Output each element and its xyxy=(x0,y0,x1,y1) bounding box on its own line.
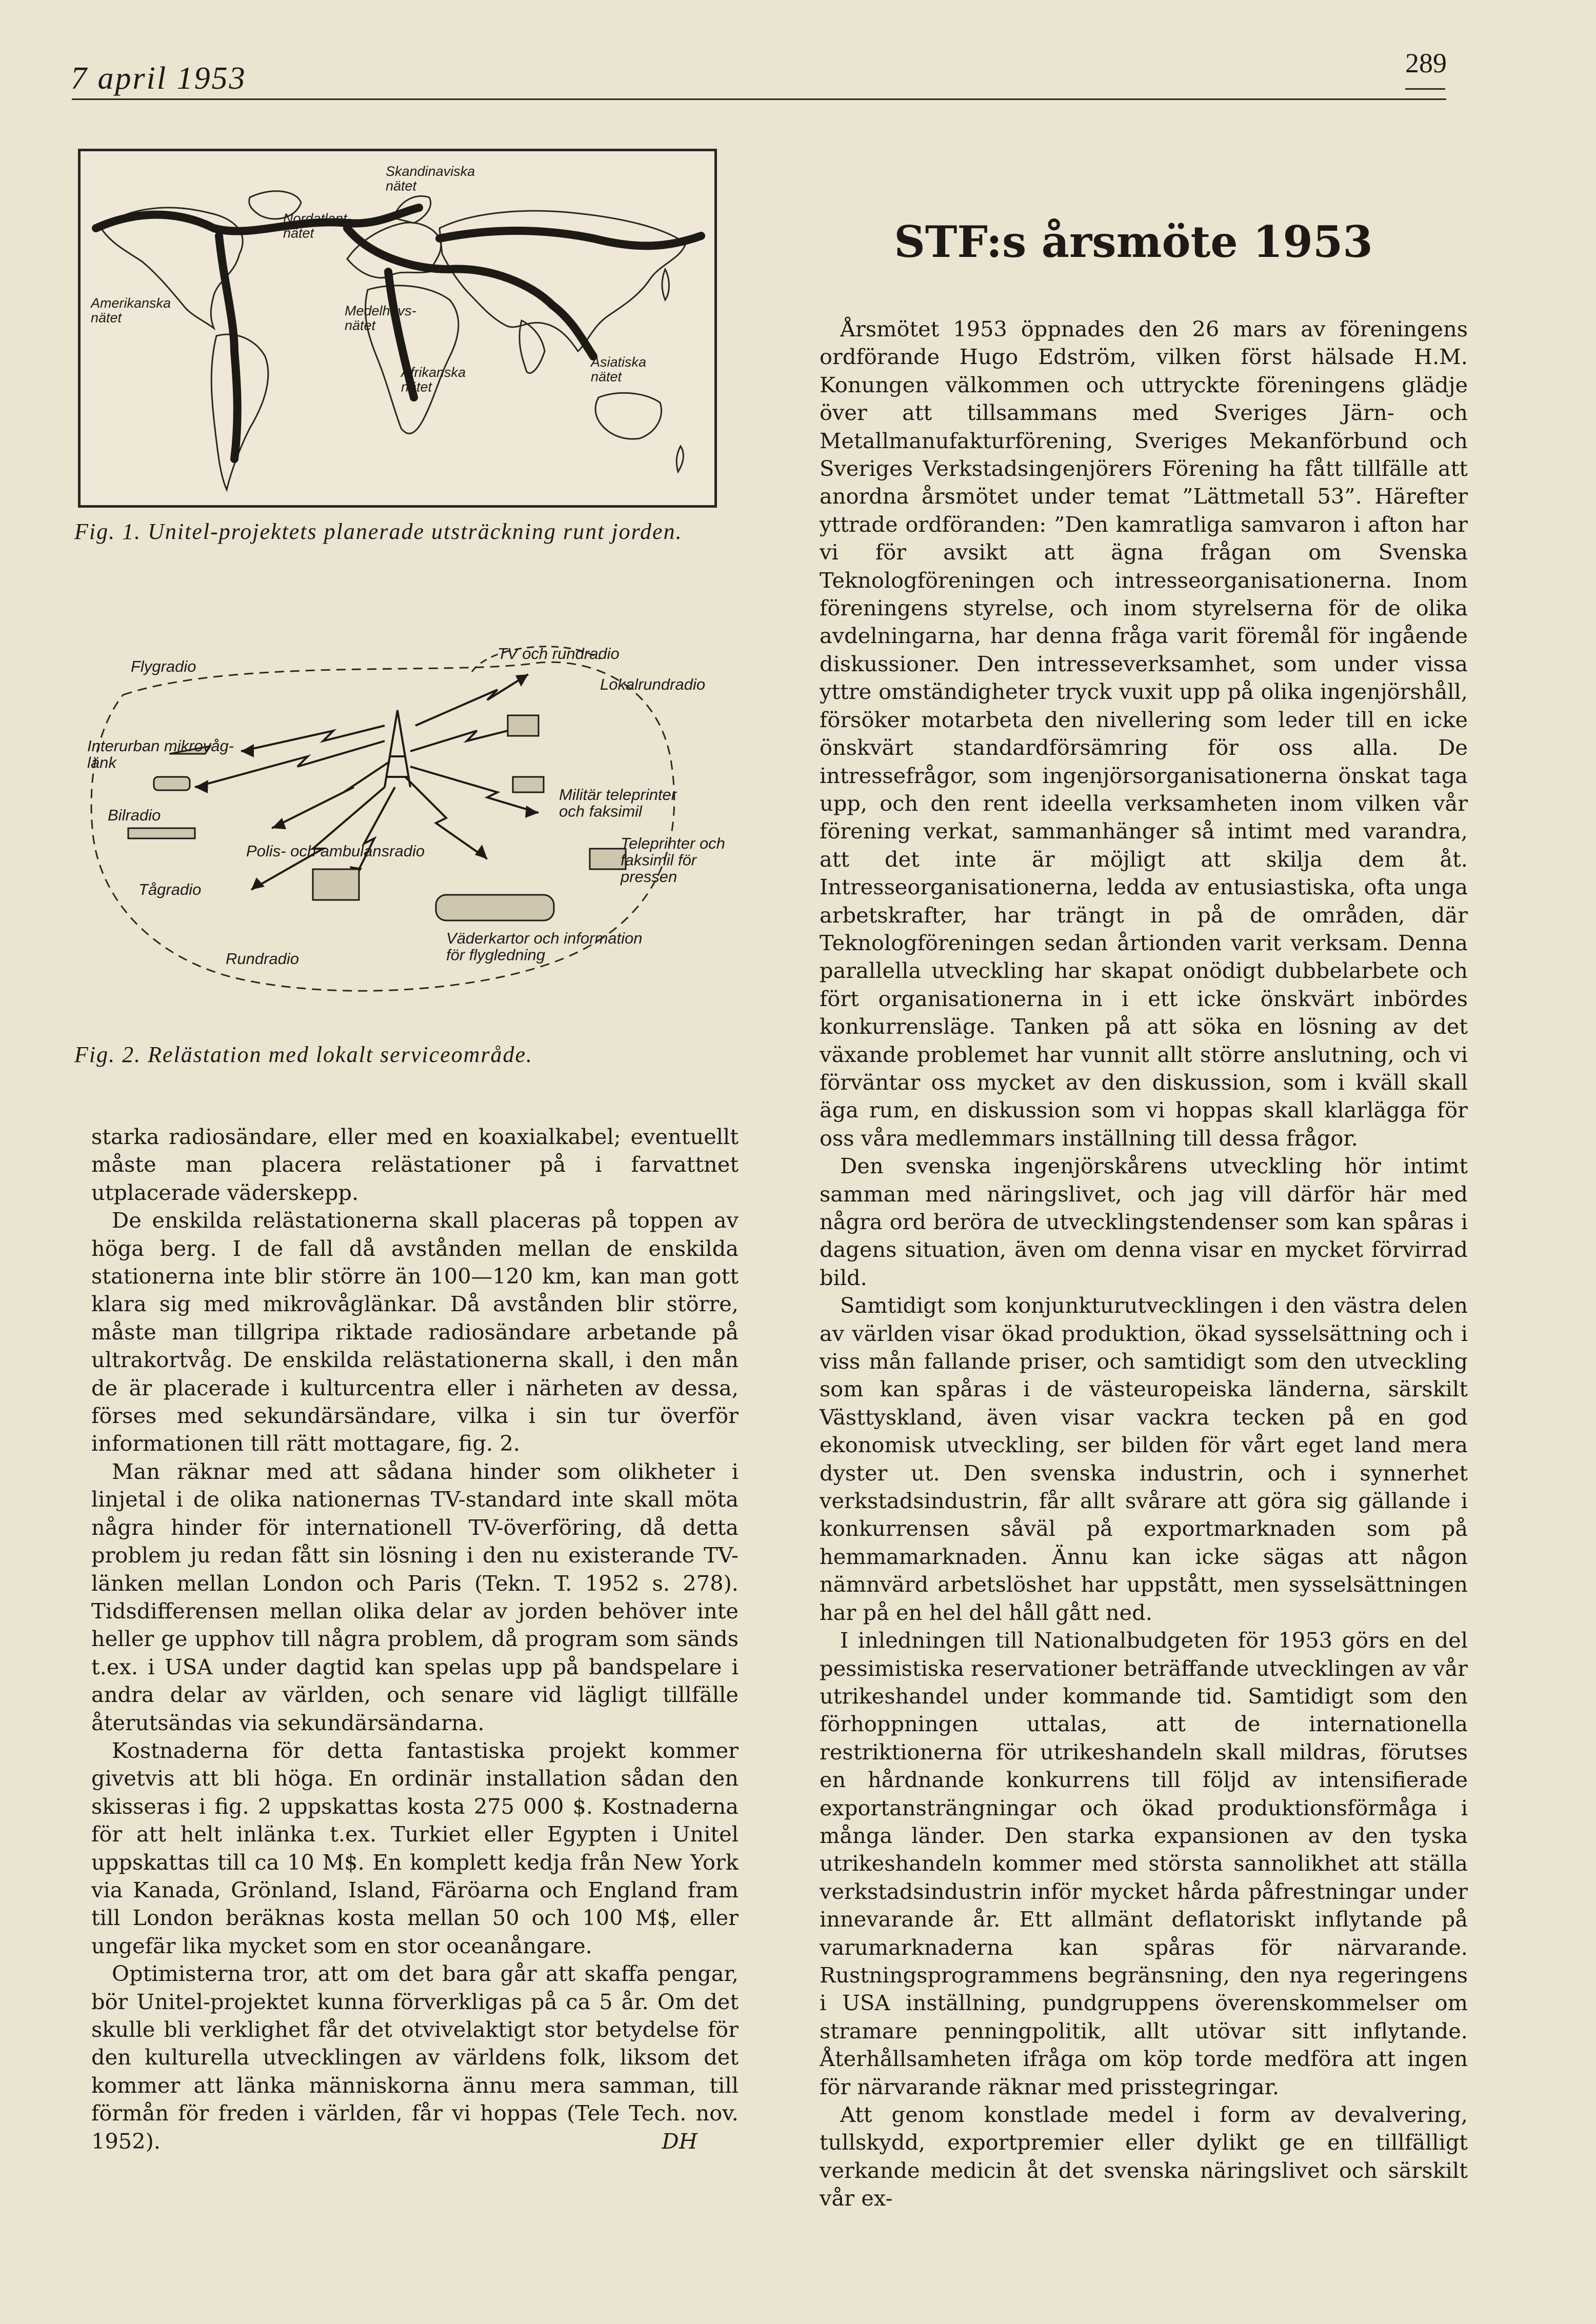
route-nordatlant xyxy=(96,208,419,231)
left-paragraph: Kostnaderna för detta fantastiska projekt kommer givetvis att bli höga. En ordinär installation sådan den skisseras i fig. 2 uppskattas kosta 275 000 $. Kostnaderna för att helt inlänka t.ex. Turkiet eller Egypten i Unitel uppskattas till ca 10 M$. En komplett kedja från New York via Kanada, Grönland, Island, Färöarna och England fram till London beräknas kosta mellan 50 och 100 M$, eller ungefär lika mycket som en stor oceanångare. xyxy=(91,1737,739,1958)
label-amerikanska-natet: Amerikanska nätet xyxy=(91,295,171,326)
continent-new-zealand xyxy=(676,446,683,472)
author-signature: DH xyxy=(662,2129,697,2154)
left-paragraph: Optimisterna tror, att om det bara går att skaffa pengar, bör Unitel-projektet kunna förverkligas på ca 5 år. Om det skulle bli verklighet får det otvivelaktigt stor betydelse för den kulturella utvecklingen av världens folk, liksom det kommer att länka människorna ännu mera samman, till förmån för freden i världen, får vi hoppas (Tele Tech. nov. 1952). xyxy=(91,1961,739,2154)
header-rule xyxy=(72,98,1446,100)
label-skandinaviska-natet: Skandinaviska nätet xyxy=(386,164,475,194)
continent-australia xyxy=(595,393,662,439)
continent-japan xyxy=(662,269,669,300)
label-polis-ambulansradio: Polis- och ambulansradio xyxy=(246,842,425,860)
label-interurban: Interurban mikrovåg-länk xyxy=(87,737,234,772)
route-asia xyxy=(440,231,701,246)
left-paragraph: De enskilda relästationerna skall placeras på toppen av höga berg. I de fall då avstånden mellan de enskilda stationerna inte blir större än 100—120 km, kan man gott klara sig med mikrovåglänkar. Då avstånden blir större, måste man tillgripa riktade radiosändare arbetande på ultrakortvåg. De enskilda relästationerna skall, i den mån de är placerade i kulturcentra eller i närheten av dessa, förses med sekundärsändare, vilka i sin tur överför informationen till rätt mottagare, fig. 2. xyxy=(91,1208,739,1456)
label-lokalrundradio: Lokalrundradio xyxy=(600,675,706,693)
label-bilradio: Bilradio xyxy=(108,806,161,824)
right-column-text xyxy=(820,315,1468,2213)
route-americas xyxy=(219,236,237,459)
right-paragraph: Samtidigt som konjunkturutvecklingen i den västra delen av världen visar ökad produktion, ökad sysselsättning och i viss mån fallande priser, och samtidigt som den utveckling som kan spåras i de västeuropeiska länderna, särskilt Västtyskland, även visar vackra tecken på en god ekonomisk utveckling, ser bilden för vårt eget land mera dyster ut. Den svenska industrin, och i synnerhet verkstadsindustrin, får allt svårare att göra sig gällande i konkurrensen såväl på exportmarknaden som på hemmamarknaden. Ännu kan icke sägas att någon nämnvärd arbetslöshet har uppstått, men sysselsättningen har på en hel del håll gått ned. xyxy=(820,1293,1468,1625)
label-flygradio: Flygradio xyxy=(131,657,196,675)
label-asiatiska-natet: Asiatiska nätet xyxy=(591,354,647,385)
issue-date: 7 april 1953 xyxy=(71,61,247,96)
world-map-drawing xyxy=(81,151,714,505)
left-column-text xyxy=(91,1123,739,2155)
label-tv-och-rundradio: TV och rundradio xyxy=(497,645,620,663)
right-paragraph: Den svenska ingenjörskårens utveckling hör intimt samman med näringslivet, och jag vill därför här med några ord beröra de utvecklingstendenser som kan spåras i dagens situation, även om denna visar en mycket förvirrad bild. xyxy=(820,1153,1468,1290)
label-nordatlant-natet: Nordatlant-nätet xyxy=(283,211,352,241)
page-number: 289 xyxy=(1405,48,1447,78)
route-asia-south xyxy=(552,305,593,356)
figure-2-caption: Fig. 2. Relästation med lokalt serviceområde. xyxy=(74,1042,533,1067)
figure-1-world-map xyxy=(78,149,717,508)
label-afrikanska-natet: Afrikanska nätet xyxy=(401,365,466,395)
page-number-rule xyxy=(1405,88,1445,90)
continent-india xyxy=(520,320,545,373)
left-paragraph: starka radiosändare, eller med en koaxialkabel; eventuellt måste man placera relästationer på i farvattnet utplacerade väderskepp. xyxy=(91,1124,739,1205)
relay-tower xyxy=(385,710,410,787)
label-medelhavs-natet: Medelhavs-nätet xyxy=(345,303,416,333)
left-paragraph: Man räknar med att sådana hinder som olikheter i linjetal i de olika nationernas TV-standard inte skall möta några hinder för internationell TV-överföring, då detta problem ju redan fått sin lösning i den nu existerande TV-länken mellan London och Paris (Tekn. T. 1952 s. 278). Tidsdifferensen mellan olika delar av jorden behöver inte heller ge upphov till några problem, då program som sänds t.ex. i USA under dagtid kan spelas upp på bandspelare i andra delar av världen, och senare vid lägligt tillfälle återutsändas via sekundärsändarna. xyxy=(91,1458,739,1735)
figure-2-relay-diagram xyxy=(77,623,728,1023)
label-tagradio: Tågradio xyxy=(138,880,202,898)
relay-diagram-drawing xyxy=(77,623,728,1023)
label-vaderkartor: Väderkartor och information för flygledning xyxy=(446,929,643,964)
right-paragraph: Att genom konstlade medel i form av devalvering, tullskydd, exportpremier eller dylikt ge en tillfälligt verkande medicin åt det svenska näringslivet och särskilt vår ex- xyxy=(820,2102,1468,2211)
figure-1-caption: Fig. 1. Unitel-projektets planerade utsträckning runt jorden. xyxy=(74,519,683,544)
label-teleprinter-pressen: Teleprinter och faksimil för pressen xyxy=(621,834,725,886)
label-rundradio: Rundradio xyxy=(226,950,300,968)
label-militar-teleprinter: Militär teleprinter och faksimil xyxy=(559,786,677,820)
right-paragraph: I inledningen till Nationalbudgeten för 1953 görs en del pessimistiska reservationer beträffande utvecklingen av vår utrikeshandel under kommande tid. Samtidigt som den förhoppningen uttalas, att de internationella restriktionerna för utrikeshandeln skall mildras, förutses en hårdnande konkurrens till följd av intensifierade exportansträngningar och ökad produktionsförmåga i många länder. Den starka expansionen av den tyska utrikeshandeln kommer med största sannolikhet att ställa verkstadsindustrin inför mycket hårda påfrestningar under innevarande år. Ett allmänt deflatoriskt inflytande på varumarknaderna kan spåras för närvarande. Rustningsprogrammens begränsning, den nya regeringens i USA inställning, pundgruppens överenskommelser om stramare penningpolitik, allt utövar sitt inflytande. Återhållsamheten ifråga om köp torde medföra att ingen för närvarande räknar med prisstegringar. xyxy=(820,1628,1468,2099)
right-paragraph: Årsmötet 1953 öppnades den 26 mars av föreningens ordförande Hugo Edström, vilken först hälsade H.M. Konungen välkommen och uttryckte föreningens glädje över att tillsammans med Sveriges Järn- och Metallmanufakturförening, Sveriges Mekanförbund och Sveriges Verkstadsingenjörers Förening ha fått tillfälle att anordna årsmötet under temat ”Lättmetall 53”. Härefter yttrade ordföranden: ”Den kamratliga samvaron i afton har vi för avsikt att ägna frågan om Svenska Teknologföreningen och intresseorganisationerna. Inom föreningens styrelse, och inom styrelserna för de olika avdelningarna, har denna fråga varit föremål för ingående diskussioner. Den intresseverksamhet, som under vissa yttre omständigheter tryck vuxit upp på olika ingenjörshåll, försöker motarbeta den nivellering som leder till en icke önskvärt standardförsämring för oss alla. De intressefrågor, som ingenjörsorganisationerna önskat taga upp, och den rent ideella verksamheten inom vilken vår förening verkat, sammanhänger så intimt med varandra, att det inte är möjligt att skilja dem åt. Intresseorganisationerna, ledda av entusiastiska, ofta unga arbetskrafter, har trängt in på de områden, där Teknologföreningen sedan årtionden varit verksam. Denna parallella utveckling har skapat onödigt dubbelarbete och fört organisationerna in i ett icke önskvärt inbördes konkurrensläge. Tanken på att söka en lösning av det växande problemet har vunnit allt större anslutning, och vi förväntar oss mycket av den diskussion, som i kväll skall äga rum, en diskussion som vi hoppas skall klarlägga för oss våra medlemmars inställning till dessa frågor. xyxy=(820,316,1468,1151)
article-title: STF:s årsmöte 1953 xyxy=(894,216,1373,267)
